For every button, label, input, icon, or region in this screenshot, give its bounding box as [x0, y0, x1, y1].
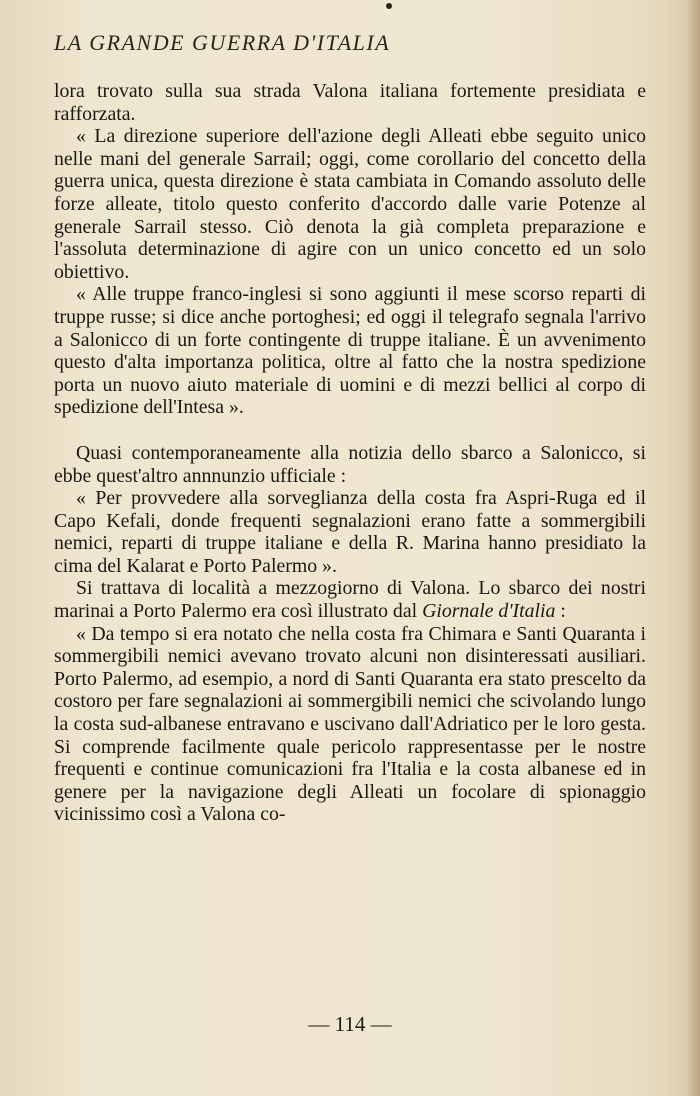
- paragraph-official-announcement: Quasi contemporaneamente alla notizia dello sbarco a Salonicco, si ebbe quest'altro annnunzio ufficiale :: [54, 441, 646, 487]
- running-title: LA GRANDE GUERRA D'ITALIA: [54, 30, 391, 55]
- paragraph-continuation: lora trovato sulla sua strada Valona italiana fortemente presidiata e rafforzata.: [54, 80, 646, 125]
- newspaper-title: Giornale d'Italia: [422, 600, 556, 623]
- page-edge-shadow: [686, 0, 700, 1096]
- paragraph-sarrail-command: « La direzione superiore dell'azione degli Alleati ebbe seguito unico nelle mani del generale Sarrail; oggi, come corollario del concetto della guerra unica, questa direzione è stata cambiata in Comando assoluto delle forze alleate, titolo questo conferito d'accordo dalle varie Potenze al generale Sarrail stesso. Ciò denota la già completa preparazione e l'assoluta determinazione di agire con un unico concetto ed un solo obiettivo.: [54, 125, 646, 283]
- paragraph-submarines-espionage: « Da tempo si era notato che nella costa fra Chimara e Santi Quaranta i sommergibili nemici avevano trovato alcuni non disinteressati ausiliari. Porto Palermo, ad esempio, a nord di Santi Quaranta era stato prescelto da costoro per fare segnalazioni ai sommergibili nemici che scivolando lungo la costa sud-albanese entravano e uscivano dall'Adriatico per le loro gesta. Si comprende facilmente quale pericolo rappresentasse per le nostre frequenti e continue comunicazioni fra l'Italia e la costa albanese ed in genere per la navigazione degli Alleati un focolare di spionaggio vicinissimo così a Valona co-: [54, 622, 646, 826]
- paragraph-porto-palermo: [54, 577, 646, 622]
- paragraph-troops-salonicco: « Alle truppe franco-inglesi si sono aggiunti il mese scorso reparti di truppe russe; si dice anche portoghesi; ed oggi il telegrafo segnala l'arrivo a Salonicco di un forte contingente di truppe italiane. È un avvenimento questo d'alta importanza politica, oltre al fatto che la nostra spedizione porta un nuovo aiuto materiale di uomini e di mezzi bellici al corpo di spedizione dell'Intesa ».: [54, 283, 646, 419]
- body-text: [54, 80, 646, 826]
- page-number: — 114 —: [308, 1012, 392, 1036]
- paragraph-porto-palermo-text: Si trattava di località a mezzogiorno di Valona. Lo sbarco dei nostri marinai a Porto Palermo era così illustrato dal: [54, 577, 646, 623]
- paragraph-porto-palermo-end: :: [555, 600, 566, 623]
- paragraph-coast-surveillance: « Per provvedere alla sorveglianza della costa fra Aspri-Ruga ed il Capo Kefali, donde frequenti segnalazioni erano fatte a sommergibili nemici, reparti di truppe italiane e della R. Marina hanno presidiato la cima del Kalarat e Porto Palermo ».: [54, 487, 646, 577]
- ink-dot: [386, 3, 392, 9]
